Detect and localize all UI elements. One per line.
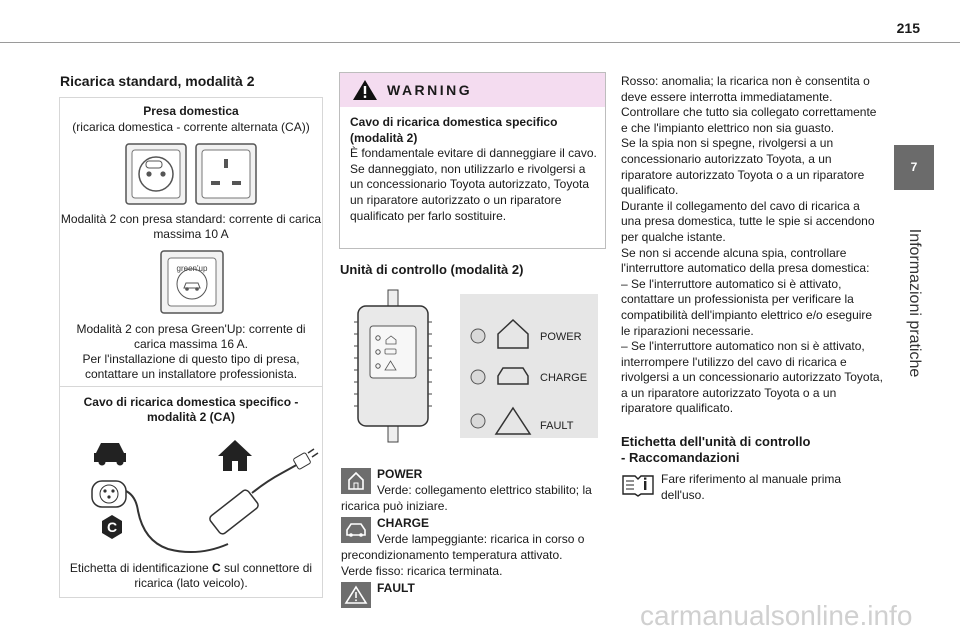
home-icon (218, 440, 252, 471)
right-body-text: Rosso: anomalia; la ricarica non è consentita o deve essere interrotta immediatamente. Controllare che tutto sia collegato correttamente e che l'impianto elettrico non sia guasto. Se la spia non si spegne, rivolgersi a un concessionario autorizzato Toyota, a un riparatore autorizzato Toyota o a un riparatore qualificato. Durante il collegamento del cavo di ricarica a una presa domestica, tutte le spie si accendono per qualche istante. Se non si accende alcuna spia, controllare l'interruttore automatico della presa domestica: – Se l'interruttore automatico si è attivato, contattare un professionista per verificare la compatibilità dell'impianto elettrico e/o eseguire le riparazioni necessarie. – Se l'interruttore automatico non si è attivato, interrompere l'utilizzo del cavo di ricarica e rivolgersi a un concessionario autorizzato Toyota, a un riparatore autorizzato Toyota o a un riparatore qualificato. (621, 74, 883, 416)
connector-letter: C (106, 519, 118, 535)
cable-heading: Cavo di ricarica domestica specifico - modalità 2 (CA) (83, 395, 299, 424)
car-icon (94, 443, 126, 466)
warning-bold: Cavo di ricarica domestica specifico (modalità 2) (350, 115, 558, 145)
charge-text-3: Verde fisso: ricarica terminata. (341, 564, 503, 578)
socket-subheading: (ricarica domestica - corrente alternata (CA)) (72, 120, 310, 134)
label-heading-2: - Raccomandazioni (621, 450, 740, 465)
chapter-title-text: Informazioni pratiche (906, 228, 923, 378)
manual-note: Fare riferimento al manuale prima dell'uso. (661, 472, 842, 502)
caption-cable-post: sul connettore di ricarica (lato veicolo). (134, 561, 313, 590)
control-unit-heading: Unità di controllo (modalità 2) (340, 262, 524, 277)
chapter-tab[interactable]: 7 (894, 145, 934, 190)
power-text-2: ricarica può iniziare. (341, 499, 448, 513)
warning-title: WARNING (387, 82, 473, 98)
header-rule (0, 42, 960, 43)
control-unit-device (354, 290, 432, 442)
schuko-socket-icon (126, 144, 186, 204)
caption-cable-pre: Etichetta di identificazione (69, 561, 213, 575)
indicator-label-fault: FAULT (540, 420, 574, 432)
charge-text-1: Verde lampeggiante: ricarica in corso o (377, 532, 585, 546)
warning-body (350, 115, 598, 224)
label-heading-1: Etichetta dell'unità di controllo (621, 434, 811, 449)
charge-text-2: precondizionamento temperatura attivato. (341, 548, 563, 562)
footer-watermark: carmanualsonline.info (640, 600, 913, 631)
indicator-label-charge: CHARGE (540, 372, 588, 384)
greenup-label: green'up (176, 264, 208, 273)
charge-icon (341, 517, 371, 543)
fault-title: FAULT (377, 581, 415, 595)
socket-panel (59, 97, 323, 387)
manual-book-icon (621, 472, 655, 498)
power-text-1: Verde: collegamento elettrico stabilito; la (377, 483, 592, 497)
indicator-label-power: POWER (540, 331, 582, 343)
power-title: POWER (377, 467, 423, 481)
caption-greenup-1: Modalità 2 con presa Green'Up: corrente di carica massima 16 A. (76, 322, 306, 351)
standard-socket-illustrations (125, 142, 259, 206)
caption-cable-bold: C (212, 561, 221, 575)
uk-socket-icon (196, 144, 256, 204)
warning-triangle-icon (352, 79, 378, 101)
caption-greenup-2: Per l'installazione di questo tipo di presa, contattare un installatore professionista. (82, 352, 300, 381)
cable-panel (59, 386, 323, 598)
control-unit-illustration (350, 286, 606, 446)
warning-header (340, 73, 605, 107)
greenup-socket-icon (160, 250, 224, 314)
page-number: 215 (896, 20, 920, 36)
caption-standard-socket: Modalità 2 con presa standard: corrente di carica massima 10 A (60, 212, 322, 241)
socket-heading: Presa domestica (143, 104, 239, 118)
charge-title: CHARGE (377, 516, 430, 530)
fault-icon (341, 582, 371, 608)
indicator-panel (460, 294, 598, 438)
warning-text: È fondamentale evitare di danneggiare il cavo. Se danneggiato, non utilizzarlo e rivolgersi a un concessionario Toyota autorizzato, Toyota un riparatore autorizzato o un riparatore qualificato per farlo sostituire. (350, 146, 597, 223)
caption-cable (60, 561, 322, 591)
power-icon (341, 468, 371, 494)
warning-box (339, 72, 606, 249)
section-title: Ricarica standard, modalità 2 (60, 73, 255, 89)
connector-label-hexagon (102, 515, 122, 539)
charging-cable-illustration (90, 431, 320, 556)
